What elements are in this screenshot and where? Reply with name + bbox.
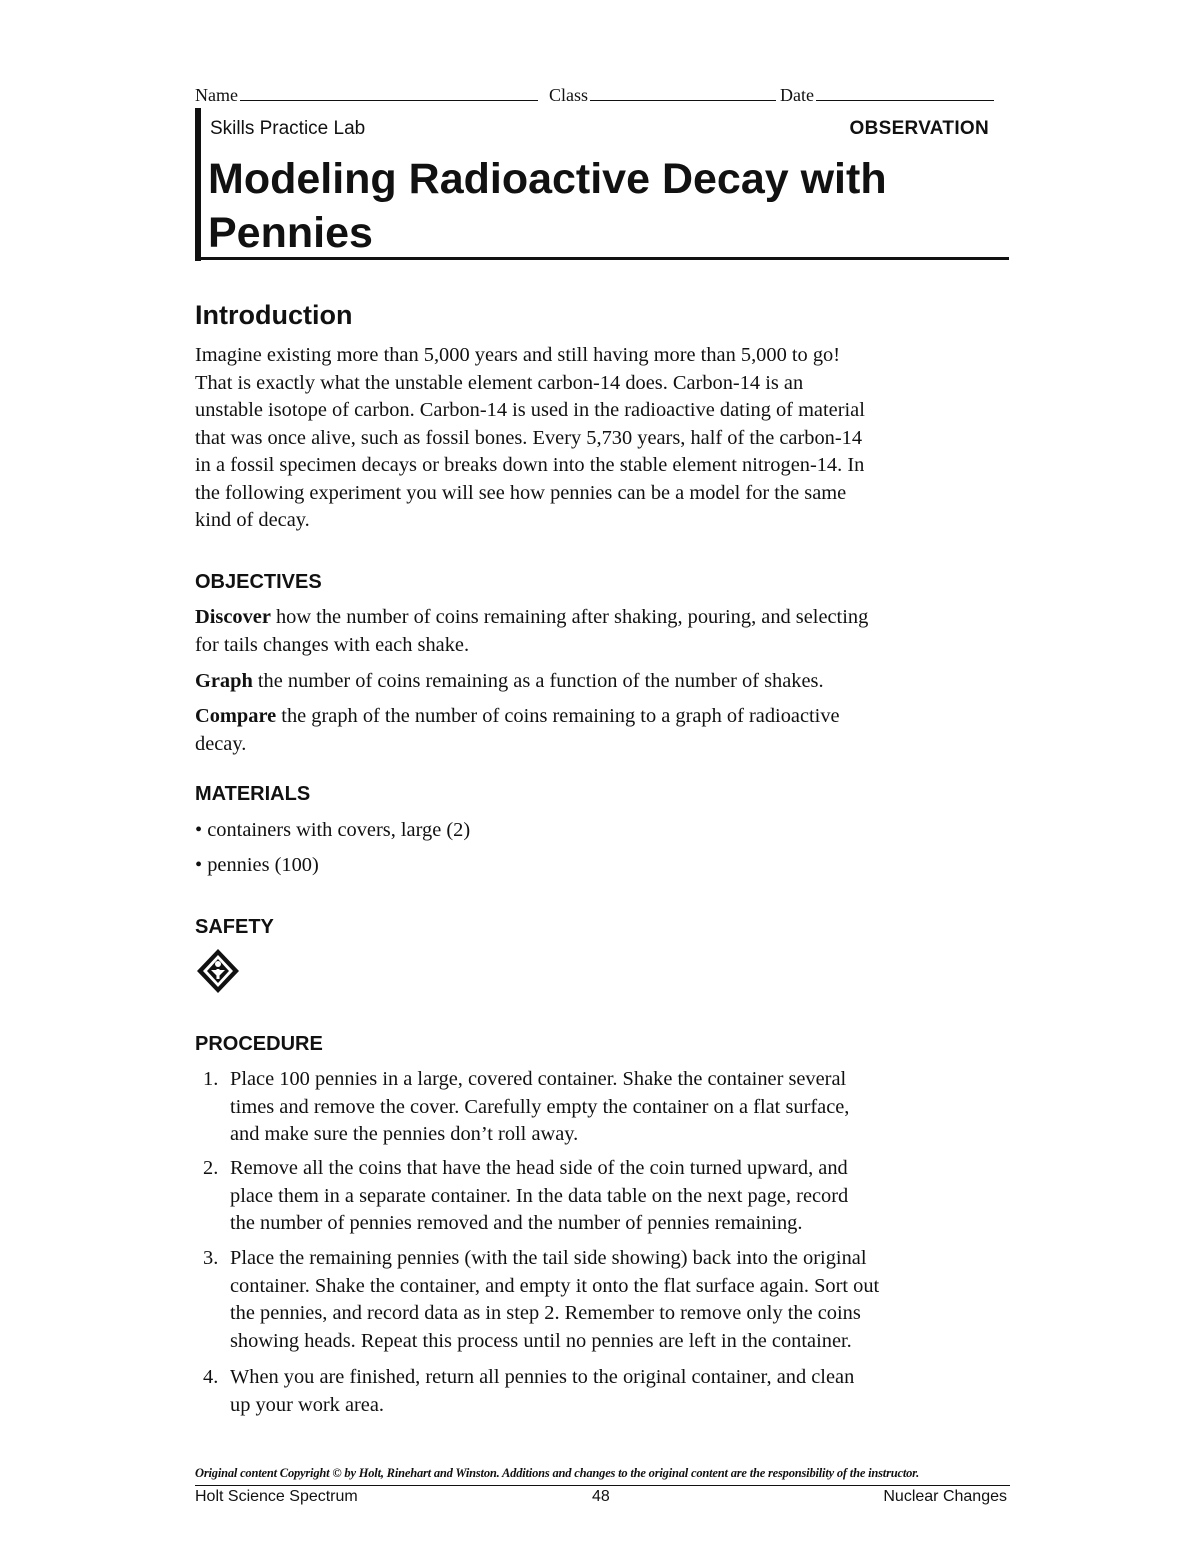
intro-line: that was once alive, such as fossil bones. Every 5,730 years, half of the carbon-14 — [195, 426, 863, 449]
page-title — [208, 152, 988, 260]
introduction-text — [195, 342, 1010, 535]
objective-verb: Compare — [195, 705, 277, 727]
objective-item — [195, 668, 1010, 696]
footer-book-title: Holt Science Spectrum — [195, 1488, 358, 1505]
objective-item — [195, 604, 1010, 659]
objective-text: the graph of the number of coins remaining to a graph of radioactive — [276, 705, 840, 727]
date-field[interactable] — [780, 82, 994, 106]
objectives-heading: OBJECTIVES — [195, 571, 322, 593]
page-footer — [195, 1488, 1007, 1510]
footer-rule — [195, 1485, 1010, 1486]
step-line: the number of pennies removed and the number of pennies remaining. — [230, 1212, 803, 1234]
objective-verb: Discover — [195, 606, 271, 628]
name-blank[interactable] — [240, 82, 538, 101]
step-number: 3. — [203, 1247, 219, 1269]
student-info-line — [195, 82, 1000, 106]
intro-line: kind of decay. — [195, 509, 310, 531]
class-field[interactable] — [549, 82, 776, 106]
step-line: When you are finished, return all pennies to the original container, and clean — [230, 1366, 855, 1388]
footer-chapter: Nuclear Changes — [883, 1488, 1007, 1505]
date-label: Date — [780, 85, 814, 105]
introduction-heading: Introduction — [195, 300, 353, 330]
objective-item — [195, 703, 1010, 758]
lab-kind: Skills Practice Lab — [210, 118, 366, 139]
step-line: Place 100 pennies in a large, covered container. Shake the container several — [230, 1068, 847, 1090]
step-number: 4. — [203, 1366, 219, 1388]
step-line: container. Shake the container, and empty it onto the flat surface again. Sort out — [230, 1274, 880, 1297]
materials-item: • pennies (100) — [195, 854, 319, 876]
intro-line: That is exactly what the unstable element carbon-14 does. Carbon-14 is an — [195, 371, 804, 394]
class-blank[interactable] — [590, 82, 776, 101]
name-field[interactable] — [195, 82, 538, 106]
intro-line: the following experiment you will see how pennies can be a model for the same — [195, 481, 847, 504]
step-line: Place the remaining pennies (with the tail side showing) back into the original — [230, 1247, 867, 1269]
header-left-bar — [195, 108, 201, 261]
name-label: Name — [195, 85, 238, 105]
objective-text: the number of coins remaining as a function of the number of shakes. — [252, 670, 824, 692]
date-blank[interactable] — [816, 82, 994, 101]
objective-text: how the number of coins remaining after shaking, pouring, and selecting — [270, 606, 869, 628]
safety-diamond-icon — [195, 947, 241, 995]
lab-category-badge: OBSERVATION — [849, 118, 989, 139]
page-number: 48 — [592, 1488, 610, 1505]
intro-line: in a fossil specimen decays or breaks down into the stable element nitrogen-14. In — [195, 454, 865, 476]
step-number: 2. — [203, 1157, 219, 1179]
objective-text: decay. — [195, 732, 247, 755]
step-number: 1. — [203, 1068, 219, 1090]
step-line: Remove all the coins that have the head side of the coin turned upward, and — [230, 1157, 848, 1179]
materials-heading: MATERIALS — [195, 783, 311, 805]
step-line: up your work area. — [230, 1393, 385, 1416]
intro-line: Imagine existing more than 5,000 years and still having more than 5,000 to go! — [195, 344, 841, 366]
step-line: showing heads. Repeat this process until no pennies are left in the container. — [230, 1329, 852, 1352]
step-line: place them in a separate container. In the data table on the next page, record — [230, 1184, 849, 1207]
step-line: and make sure the pennies don’t roll away. — [230, 1123, 579, 1145]
procedure-heading: PROCEDURE — [195, 1033, 323, 1055]
step-line: times and remove the cover. Carefully empty the container on a flat surface, — [230, 1095, 850, 1118]
class-label: Class — [549, 85, 589, 105]
step-line: the pennies, and record data as in step 2. Remember to remove only the coins — [230, 1302, 861, 1324]
materials-item: • containers with covers, large (2) — [195, 819, 471, 841]
safety-heading: SAFETY — [195, 916, 274, 938]
intro-line: unstable isotope of carbon. Carbon-14 is used in the radioactive dating of material — [195, 399, 865, 421]
page-title-line-1: Modeling Radioactive Decay with — [208, 155, 887, 203]
page-title-line-2: Pennies — [208, 209, 373, 257]
objective-text: for tails changes with each shake. — [195, 633, 470, 656]
objective-verb: Graph — [195, 670, 253, 692]
copyright-notice: Original content Copyright © by Holt, Rinehart and Winston. Additions and changes to the original content are the responsibility of the instructor. — [195, 1466, 920, 1480]
lab-header — [195, 108, 1009, 261]
